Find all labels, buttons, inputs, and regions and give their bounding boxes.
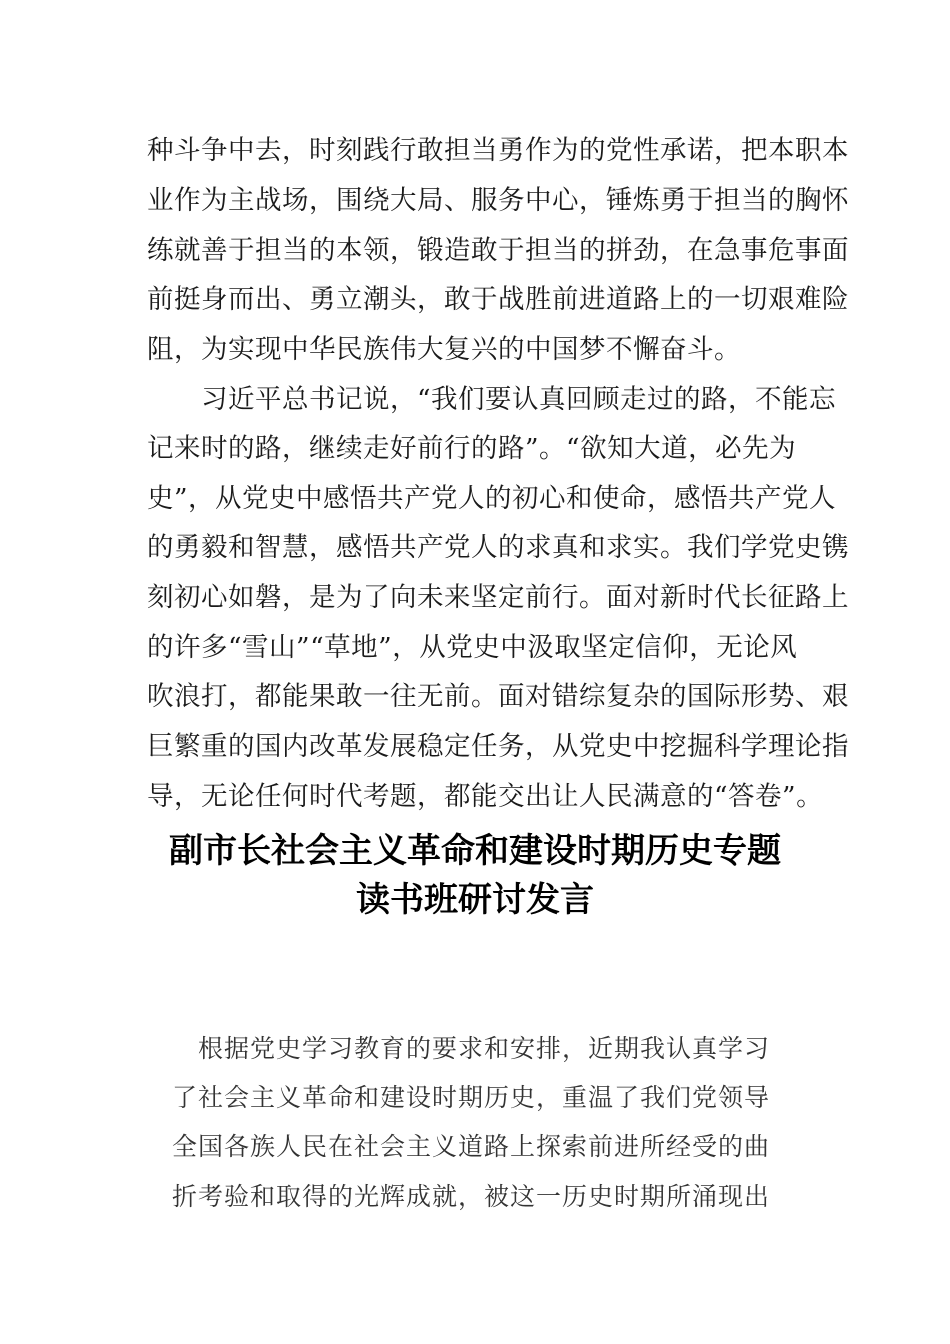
paragraph-line: 记来时的路，继续走好前行的路”。“欲知大道，必先为 [147,433,797,464]
paragraph-line: 的许多“雪山”“草地”，从党史中汲取坚定信仰，无论风 [147,632,798,663]
paragraph-line: 刻初心如磐，是为了向未来坚定前行。面对新时代长征路上 [147,582,849,613]
paragraph-line: 练就善于担当的本领，锻造敢于担当的拼劲，在急事危事面 [147,235,849,266]
paragraph-line: 根据党史学习教育的要求和安排，近期我认真学习 [172,1034,771,1063]
paragraph-line: 吹浪打，都能果敢一往无前。面对错综复杂的国际形势、艰 [147,681,849,712]
title-line-1: 副市长社会主义革命和建设时期历史专题 [169,831,781,871]
paragraph-line: 全国各族人民在社会主义道路上探索前进所经受的曲 [172,1132,771,1161]
paragraph-line: 导，无论任何时代考题，都能交出让人民满意的“答卷”。 [147,781,824,812]
paragraph-line: 折考验和取得的光辉成就，被这一历史时期所涌现出 [172,1182,771,1211]
paragraph-line: 史”，从党史中感悟共产党人的初心和使命，感悟共产党人 [147,483,837,514]
paragraph-line: 业作为主战场，围绕大局、服务中心，锤炼勇于担当的胸怀 [147,185,849,216]
title-line-2: 读书班研讨发言 [356,880,594,920]
paragraph-line: 的勇毅和智慧，感悟共产党人的求真和求实。我们学党史镌 [147,532,849,563]
paragraph-line: 前挺身而出、勇立潮头，敢于战胜前进道路上的一切艰难险 [147,284,849,315]
paragraph-line: 巨繁重的国内改革发展稳定任务，从党史中挖掘科学理论指 [147,731,849,762]
paragraph-line: 阻，为实现中华民族伟大复兴的中国梦不懈奋斗。 [147,334,741,365]
paragraph-line: 习近平总书记说，“我们要认真回顾走过的路，不能忘 [147,384,837,415]
paragraph-line: 种斗争中去，时刻践行敢担当勇作为的党性承诺，把本职本 [147,135,849,166]
paragraph-line: 了社会主义革命和建设时期历史，重温了我们党领导 [172,1083,771,1112]
